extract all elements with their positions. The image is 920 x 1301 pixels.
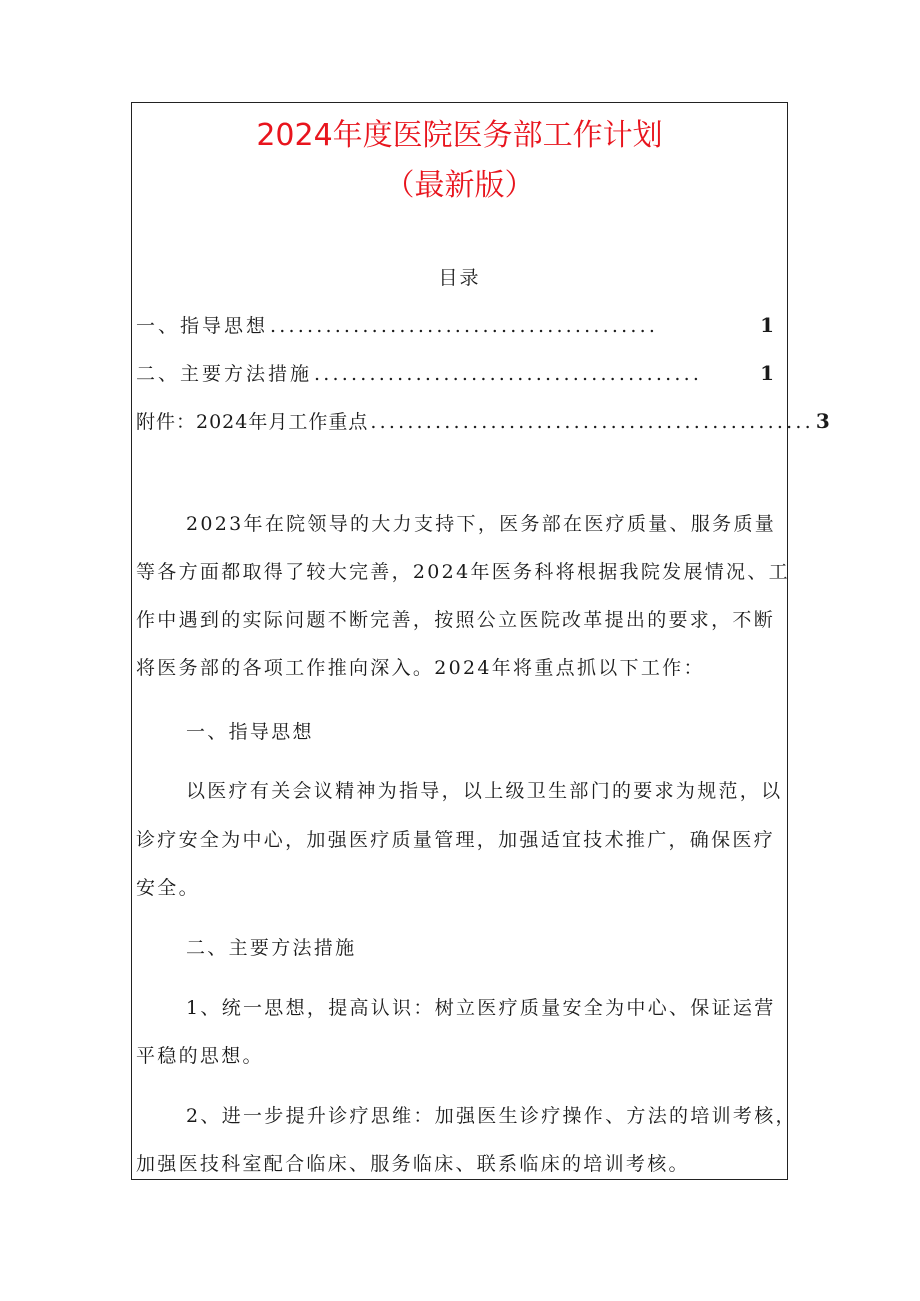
toc-leader-dots: ................................................: [370, 411, 814, 433]
toc-page-number: 1: [760, 361, 774, 385]
toc-heading: 目录: [438, 267, 481, 289]
document-subtitle: （最新版）: [384, 168, 535, 203]
toc-leader-dots: ..........................................: [314, 363, 703, 385]
toc-entry-label: 附件：2024年月工作重点: [136, 411, 369, 433]
paragraph-line: 诊疗安全为中心，加强医疗质量管理，加强适宜技术推广，确保医疗: [136, 829, 776, 851]
toc-page-number: 1: [760, 313, 774, 337]
paragraph-line: 加强医技科室配合临床、服务临床、联系临床的培训考核。: [136, 1153, 690, 1175]
section-heading: 二、主要方法措施: [186, 937, 357, 959]
section-heading: 一、指导思想: [186, 721, 314, 743]
toc-entry-label: 二、主要方法措施: [136, 363, 313, 385]
paragraph-line: 将医务部的各项工作推向深入。2024年将重点抓以下工作：: [136, 657, 705, 679]
toc-page-number: 3: [815, 409, 830, 433]
paragraph-line: 以医疗有关会议精神为指导，以上级卫生部门的要求为规范，以: [186, 780, 783, 802]
paragraph-line: 1、统一思想，提高认识：树立医疗质量安全为中心、保证运营: [186, 997, 776, 1019]
toc-entry-label: 一、指导思想: [136, 315, 269, 337]
paragraph-line: 作中遇到的实际问题不断完善，按照公立医院改革提出的要求，不断: [136, 609, 776, 631]
document-title: 2024年度医院医务部工作计划: [256, 118, 663, 153]
toc-leader-dots: ..........................................: [270, 315, 659, 337]
toc-entry[interactable]: [136, 359, 774, 387]
toc-entry[interactable]: [136, 311, 774, 339]
paragraph-line: 安全。: [136, 877, 200, 899]
paragraph-line: 2、进一步提升诊疗思维：加强医生诊疗操作、方法的培训考核，: [186, 1105, 797, 1127]
paragraph-line: 2023年在院领导的大力支持下，医务部在医疗质量、服务质量: [186, 513, 777, 535]
document-page: [131, 102, 830, 1180]
toc-entry[interactable]: [136, 407, 830, 435]
paragraph-line: 平稳的思想。: [136, 1045, 264, 1067]
paragraph-line: 等各方面都取得了较大完善，2024年医务科将根据我院发展情况、工: [136, 561, 790, 583]
